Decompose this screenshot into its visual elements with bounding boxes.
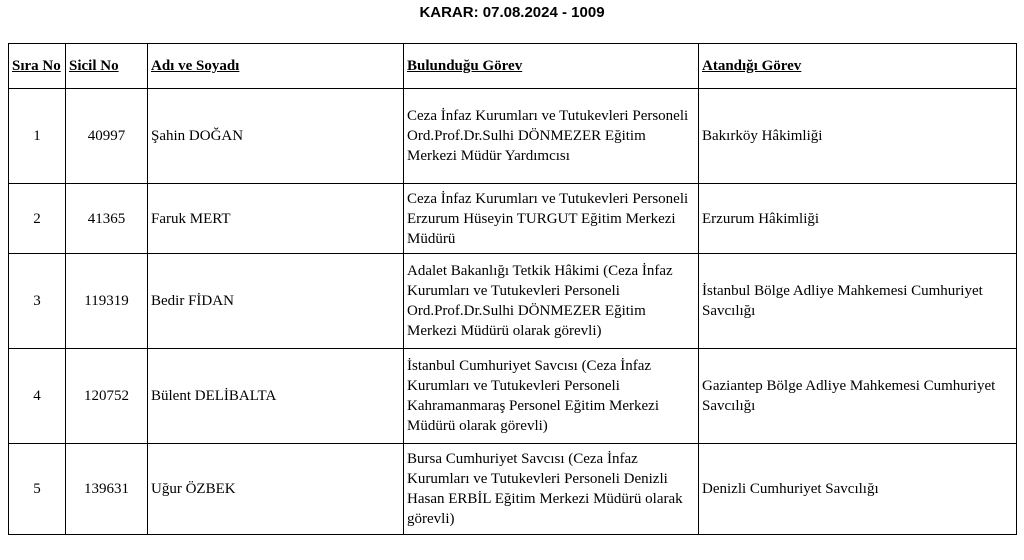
cell-bulundugu-gorev: Adalet Bakanlığı Tetkik Hâkimi (Ceza İnfaz Kurumları ve Tutukevleri Personeli Ord.Prof.Dr.Sulhi DÖNMEZER Eğitim Merkezi Müdürü olarak görevli) <box>404 254 699 349</box>
cell-sira-no: 1 <box>9 89 66 184</box>
table-row <box>9 89 1017 184</box>
cell-atandigi-gorev: Gaziantep Bölge Adliye Mahkemesi Cumhuriyet Savcılığı <box>699 349 1017 444</box>
cell-atandigi-gorev: İstanbul Bölge Adliye Mahkemesi Cumhuriyet Savcılığı <box>699 254 1017 349</box>
header-sicil-no: Sicil No <box>66 44 148 89</box>
header-bulundugu-gorev: Bulunduğu Görev <box>404 44 699 89</box>
table-row <box>9 444 1017 535</box>
header-adi-soyadi: Adı ve Soyadı <box>148 44 404 89</box>
cell-sicil-no: 120752 <box>66 349 148 444</box>
cell-sicil-no: 139631 <box>66 444 148 535</box>
cell-sira-no: 5 <box>9 444 66 535</box>
cell-atandigi-gorev: Denizli Cumhuriyet Savcılığı <box>699 444 1017 535</box>
header-sira-no: Sıra No <box>9 44 66 89</box>
cell-adi-soyadi: Bülent DELİBALTA <box>148 349 404 444</box>
cell-sira-no: 4 <box>9 349 66 444</box>
cell-bulundugu-gorev: Ceza İnfaz Kurumları ve Tutukevleri Personeli Erzurum Hüseyin TURGUT Eğitim Merkezi Müdürü <box>404 184 699 254</box>
cell-bulundugu-gorev: Ceza İnfaz Kurumları ve Tutukevleri Personeli Ord.Prof.Dr.Sulhi DÖNMEZER Eğitim Merkezi Müdür Yardımcısı <box>404 89 699 184</box>
document-title: KARAR: 07.08.2024 - 1009 <box>419 4 605 21</box>
cell-sira-no: 2 <box>9 184 66 254</box>
cell-sicil-no: 40997 <box>66 89 148 184</box>
cell-bulundugu-gorev: Bursa Cumhuriyet Savcısı (Ceza İnfaz Kurumları ve Tutukevleri Personeli Denizli Hasan ERBİL Eğitim Merkezi Müdürü olarak görevli) <box>404 444 699 535</box>
cell-sicil-no: 119319 <box>66 254 148 349</box>
cell-sira-no: 3 <box>9 254 66 349</box>
cell-adi-soyadi: Bedir FİDAN <box>148 254 404 349</box>
cell-adi-soyadi: Uğur ÖZBEK <box>148 444 404 535</box>
table-row <box>9 254 1017 349</box>
cell-adi-soyadi: Faruk MERT <box>148 184 404 254</box>
table-row <box>9 349 1017 444</box>
cell-bulundugu-gorev: İstanbul Cumhuriyet Savcısı (Ceza İnfaz Kurumları ve Tutukevleri Personeli Kahramanmaraş Personel Eğitim Merkezi Müdürü olarak görevli) <box>404 349 699 444</box>
table-header-row <box>9 44 1017 89</box>
cell-atandigi-gorev: Erzurum Hâkimliği <box>699 184 1017 254</box>
cell-adi-soyadi: Şahin DOĞAN <box>148 89 404 184</box>
cell-atandigi-gorev: Bakırköy Hâkimliği <box>699 89 1017 184</box>
cell-sicil-no: 41365 <box>66 184 148 254</box>
appointments-table <box>8 43 1017 535</box>
table-row <box>9 184 1017 254</box>
header-atandigi-gorev: Atandığı Görev <box>699 44 1017 89</box>
